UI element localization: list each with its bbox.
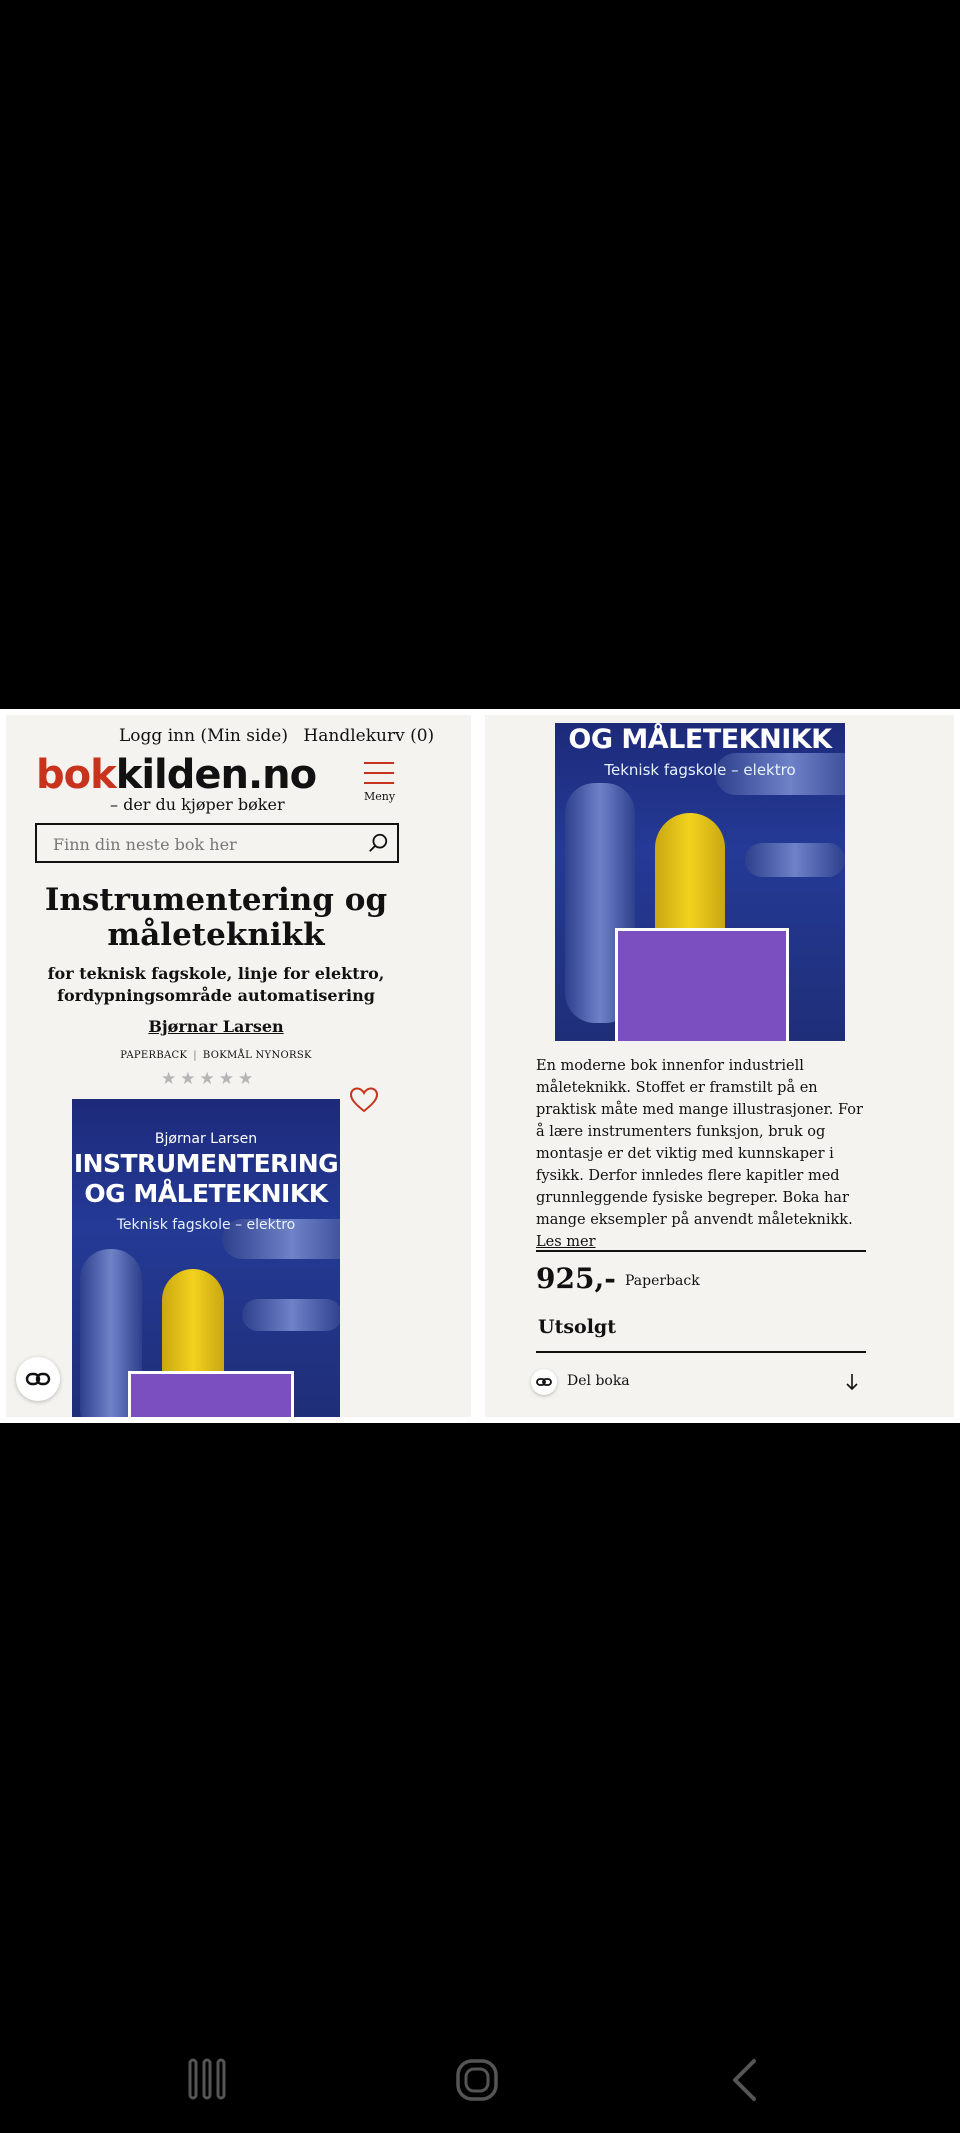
cart-link[interactable]: Handlekurv (0)	[303, 726, 435, 746]
share-book-row[interactable]	[531, 1369, 869, 1397]
share-book-label: Del boka	[567, 1373, 630, 1389]
screenshot-strip	[0, 709, 960, 1423]
author-link[interactable]: Bjørnar Larsen	[148, 1017, 284, 1036]
divider	[536, 1351, 866, 1353]
search-input[interactable]	[35, 823, 399, 863]
tagline: – der du kjøper bøker	[110, 795, 285, 814]
share-link-icon	[16, 1357, 60, 1401]
heart-icon[interactable]	[350, 1087, 378, 1113]
description-text: En moderne bok innenfor industriell måleteknikk. Stoffet er framstilt på en praktisk måte med mange illustrasjoner. For å lære instrumenters funksjon, bruk og montasje er det viktig med kunnskaper i fysikk. Derfor innledes flere kapitler med grunnleggende fysiske begreper. Boka har mange eksempler på anvendt måleteknikk.	[536, 1058, 863, 1228]
search-placeholder: Finn din neste bok her	[53, 835, 237, 854]
menu-icon	[364, 762, 394, 784]
book-meta: PAPERBACK | BOKMÅL NYNORSK	[120, 1050, 312, 1061]
price: 925,-	[536, 1262, 616, 1295]
cover-author: Bjørnar Larsen	[154, 1131, 258, 1147]
logo-part-bok: bok	[36, 752, 116, 798]
book-cover-image-large[interactable]	[555, 723, 845, 1041]
search-icon[interactable]	[367, 832, 389, 854]
cover-subtitle: Teknisk fagskole – elektro	[116, 1217, 296, 1233]
recents-icon[interactable]	[188, 2058, 228, 2100]
back-icon[interactable]	[730, 2058, 760, 2102]
arrow-down-icon	[843, 1371, 861, 1393]
book-cover-image[interactable]	[72, 1099, 340, 1417]
system-nav-bar	[0, 2040, 960, 2120]
right-panel	[485, 715, 954, 1417]
divider	[536, 1250, 866, 1252]
menu-button[interactable]	[364, 762, 394, 803]
book-title: Instrumentering og måleteknikk	[44, 882, 388, 953]
book-subtitle: for teknisk fagskole, linje for elektro, fordypningsområde automatisering	[47, 964, 385, 1005]
share-link-icon	[531, 1369, 557, 1395]
menu-label: Meny	[364, 790, 396, 803]
read-more-link[interactable]: Les mer	[536, 1234, 596, 1250]
cover-subtitle-large: Teknisk fagskole – elektro	[604, 761, 796, 779]
top-links	[119, 726, 444, 746]
site-logo[interactable]	[36, 752, 316, 798]
language-tag: BOKMÅL NYNORSK	[202, 1050, 312, 1061]
logo-part-kilden: kilden.no	[115, 752, 317, 798]
cover-title-line2: OG MÅLETEKNIKK	[84, 1179, 328, 1208]
format-label: Paperback	[625, 1273, 700, 1289]
stock-status: Utsolgt	[538, 1316, 616, 1338]
format-tag: PAPERBACK	[120, 1050, 188, 1061]
login-link[interactable]: Logg inn (Min side)	[119, 726, 288, 746]
cover-title-line2-large: OG MÅLETEKNIKK	[568, 724, 832, 755]
cover-title-line1: INSTRUMENTERING	[73, 1149, 339, 1178]
home-icon[interactable]	[455, 2058, 499, 2102]
book-description	[536, 1055, 866, 1253]
rating-stars[interactable]: ★★★★★	[161, 1069, 258, 1089]
left-panel	[6, 715, 471, 1417]
share-button[interactable]	[16, 1357, 60, 1401]
